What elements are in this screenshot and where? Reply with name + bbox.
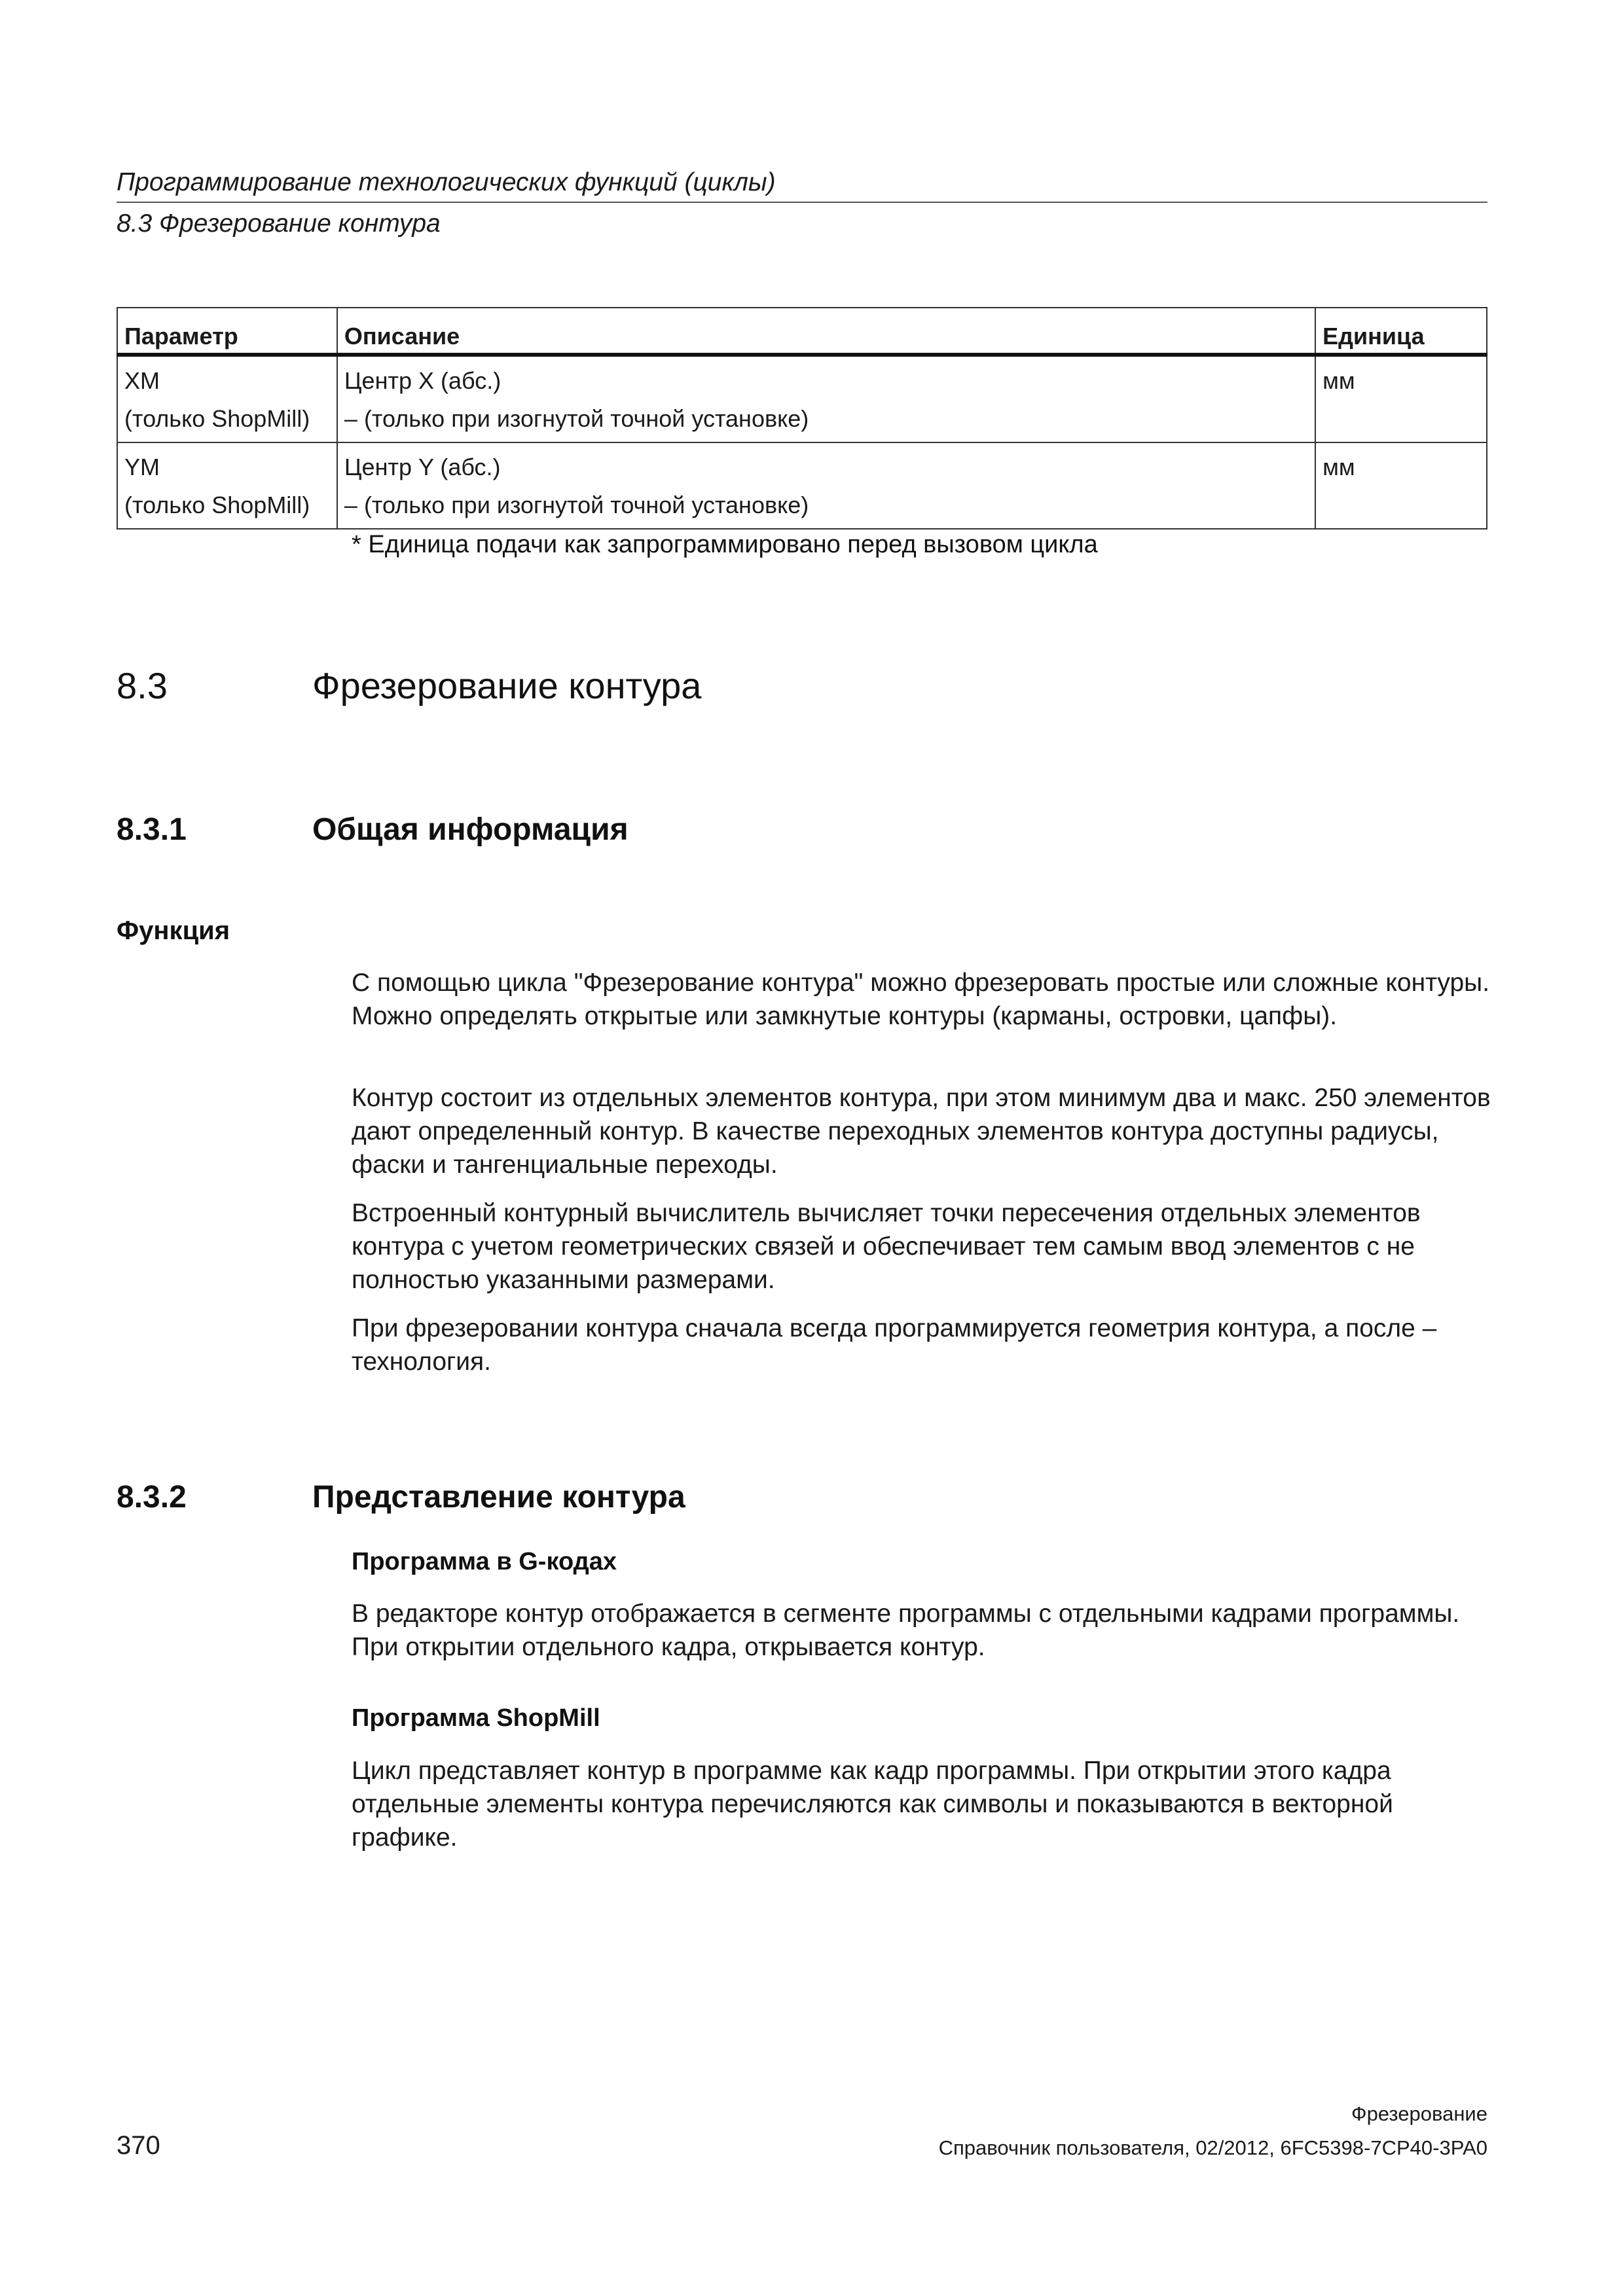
footer-manual-info: Справочник пользователя, 02/2012, 6FC5398-7CP40-3PA0 xyxy=(938,2136,1487,2159)
paragraph: Цикл представляет контур в программе как кадр программы. При открытии этого кадра отдельные элементы контура перечисляются как символы и показываются в векторной графике. xyxy=(352,1757,1393,1852)
subsection-title: Представление контура xyxy=(312,1480,685,1515)
paragraph: В редакторе контур отображается в сегменте программы с отдельными кадрами программы. При открытии отдельного кадра, открывается контур. xyxy=(352,1600,1460,1661)
parameter-table xyxy=(117,307,1487,529)
param-name: YM xyxy=(124,454,160,480)
subsection-title: Общая информация xyxy=(312,812,629,847)
table-row xyxy=(117,442,1487,529)
paragraph: Встроенный контурный вычислитель вычисляет точки пересечения отдельных элементов контура с учетом геометрических связей и обеспечивает тем самым ввод элементов с не полностью указанными размерами. xyxy=(352,1199,1421,1294)
paragraph: Контур состоит из отдельных элементов контура, при этом минимум два и макс. 250 элементов дают определенный контур. В качестве переходных элементов контура доступны радиусы, фаски и тангенциальные переходы. xyxy=(352,1084,1491,1179)
function-label: Функция xyxy=(117,916,230,945)
param-note: (только ShopMill) xyxy=(124,405,310,432)
param-cell xyxy=(117,355,337,442)
subsection-number: 8.3.1 xyxy=(117,812,187,847)
description-text: Центр Y (абс.) xyxy=(344,454,501,480)
section-number: 8.3 xyxy=(117,665,168,706)
table-footnote: * Единица подачи как запрограммировано перед вызовом цикла xyxy=(352,531,1098,558)
description-note: – (только при изогнутой точной установке) xyxy=(344,492,809,518)
table-row xyxy=(117,355,1487,442)
param-name: XM xyxy=(124,367,160,394)
page-number: 370 xyxy=(117,2131,160,2160)
description-cell xyxy=(337,355,1315,442)
subheading-gcode: Программа в G-кодах xyxy=(352,1548,617,1575)
column-header-description: Описание xyxy=(337,308,1315,355)
param-note: (только ShopMill) xyxy=(124,492,310,518)
subsection-number: 8.3.2 xyxy=(117,1480,187,1515)
running-header-chapter: Программирование технологических функций (циклы) xyxy=(117,168,776,196)
column-header-parameter: Параметр xyxy=(117,308,337,355)
unit-cell: мм xyxy=(1315,355,1487,442)
running-header-section: 8.3 Фрезерование контура xyxy=(117,209,441,238)
footer-topic: Фрезерование xyxy=(1351,2102,1487,2125)
column-header-unit: Единица xyxy=(1315,308,1487,355)
subheading-shopmill: Программа ShopMill xyxy=(352,1704,600,1732)
description-note: – (только при изогнутой точной установке) xyxy=(344,405,809,432)
paragraph: При фрезеровании контура сначала всегда программируется геометрия контура, а после – технология. xyxy=(352,1314,1437,1376)
header-divider xyxy=(117,202,1487,203)
description-cell xyxy=(337,442,1315,529)
param-cell xyxy=(117,442,337,529)
table-header-row xyxy=(117,308,1487,355)
section-title: Фрезерование контура xyxy=(312,665,702,706)
paragraph: С помощью цикла "Фрезерование контура" можно фрезеровать простые или сложные контуры. Можно определять открытые или замкнутые контуры (карманы, островки, цапфы). xyxy=(352,969,1490,1030)
unit-cell: мм xyxy=(1315,442,1487,529)
description-text: Центр X (абс.) xyxy=(344,367,501,394)
